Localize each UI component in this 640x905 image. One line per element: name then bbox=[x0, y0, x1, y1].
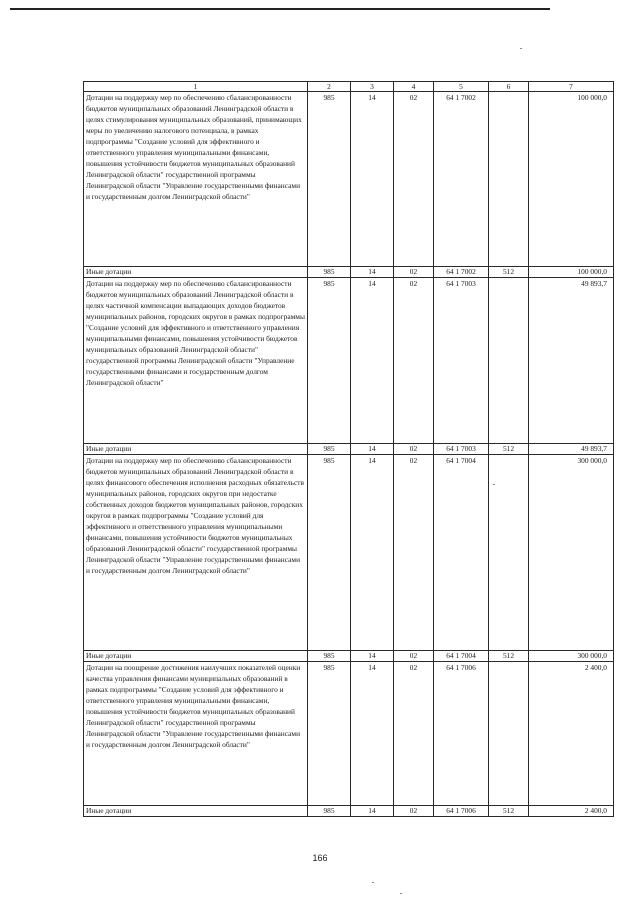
row-section-code: 14 bbox=[351, 455, 394, 651]
row-description: Иные дотации bbox=[84, 267, 308, 278]
row-amount: 49 893,7 bbox=[529, 444, 614, 455]
row-amount: 300 000,0 bbox=[529, 651, 614, 662]
row-amount: 2 400,0 bbox=[529, 806, 614, 817]
top-border-line bbox=[10, 8, 550, 10]
row-target-code: 64 1 7004 bbox=[434, 651, 489, 662]
row-target-code: 64 1 7003 bbox=[434, 444, 489, 455]
scan-speck bbox=[400, 893, 402, 894]
row-target-code: 64 1 7002 bbox=[434, 267, 489, 278]
table-row bbox=[84, 444, 614, 455]
header-col-7: 7 bbox=[529, 82, 614, 92]
table-row bbox=[84, 278, 614, 444]
scan-speck bbox=[493, 484, 495, 485]
row-target-code: 64 1 7006 bbox=[434, 806, 489, 817]
table-header-row bbox=[84, 82, 614, 92]
row-subsection-code: 02 bbox=[394, 278, 434, 444]
row-target-code: 64 1 7004 bbox=[434, 455, 489, 651]
row-description: Дотации на поощрение достижения наилучших показателей оценки качества управления финансами муниципальных образований в рамках подпрограммы "Создание условий для эффективного и ответственного управления муниципальными финансами, повышения устойчивости бюджетов муниципальных образований Ленинградской области" государственной программы Ленинградской области "Управление государственными финансами и государственным долгом Ленинградской области" bbox=[84, 662, 308, 806]
row-description: Дотации на поддержку мер по обеспечению сбалансированности бюджетов муниципальных образований Ленинградской области в целях финансового обеспечения исполнения расходных обязательств муниципальных районов, городских округов при недостатке собственных доходов бюджетов муниципальных районов, городских округов в рамках подпрограммы "Создание условий для эффективного и ответственного управления муниципальными финансами, повышения устойчивости бюджетов муниципальных образований Ленинградской области" государственной программы Ленинградской области "Управление государственными финансами и государственным долгом Ленинградской области" bbox=[84, 455, 308, 651]
row-section-code: 14 bbox=[351, 806, 394, 817]
row-ministry-code: 985 bbox=[308, 662, 351, 806]
row-description: Иные дотации bbox=[84, 806, 308, 817]
row-amount: 300 000,0 bbox=[529, 455, 614, 651]
row-subsection-code: 02 bbox=[394, 662, 434, 806]
header-col-3: 3 bbox=[351, 82, 394, 92]
row-section-code: 14 bbox=[351, 92, 394, 267]
row-expense-type: 512 bbox=[489, 444, 529, 455]
row-section-code: 14 bbox=[351, 662, 394, 806]
row-amount: 49 893,7 bbox=[529, 278, 614, 444]
row-section-code: 14 bbox=[351, 444, 394, 455]
row-subsection-code: 02 bbox=[394, 92, 434, 267]
table-row bbox=[84, 651, 614, 662]
row-ministry-code: 985 bbox=[308, 444, 351, 455]
row-expense-type: 512 bbox=[489, 267, 529, 278]
row-section-code: 14 bbox=[351, 651, 394, 662]
budget-table bbox=[83, 81, 614, 817]
table-row bbox=[84, 662, 614, 806]
row-amount: 2 400,0 bbox=[529, 662, 614, 806]
row-ministry-code: 985 bbox=[308, 806, 351, 817]
row-target-code: 64 1 7003 bbox=[434, 278, 489, 444]
row-target-code: 64 1 7006 bbox=[434, 662, 489, 806]
row-description: Иные дотации bbox=[84, 444, 308, 455]
header-col-4: 4 bbox=[394, 82, 434, 92]
table-row bbox=[84, 267, 614, 278]
row-ministry-code: 985 bbox=[308, 267, 351, 278]
row-section-code: 14 bbox=[351, 278, 394, 444]
row-expense-type bbox=[489, 278, 529, 444]
row-subsection-code: 02 bbox=[394, 651, 434, 662]
budget-table-page bbox=[83, 81, 613, 817]
row-description: Иные дотации bbox=[84, 651, 308, 662]
row-subsection-code: 02 bbox=[394, 455, 434, 651]
table-row bbox=[84, 92, 614, 267]
row-subsection-code: 02 bbox=[394, 444, 434, 455]
row-amount: 100 000,0 bbox=[529, 267, 614, 278]
row-expense-type bbox=[489, 662, 529, 806]
row-expense-type: 512 bbox=[489, 651, 529, 662]
row-ministry-code: 985 bbox=[308, 278, 351, 444]
row-expense-type bbox=[489, 92, 529, 267]
row-subsection-code: 02 bbox=[394, 806, 434, 817]
row-target-code: 64 1 7002 bbox=[434, 92, 489, 267]
table-row bbox=[84, 806, 614, 817]
row-expense-type: 512 bbox=[489, 806, 529, 817]
header-col-5: 5 bbox=[434, 82, 489, 92]
row-ministry-code: 985 bbox=[308, 455, 351, 651]
row-ministry-code: 985 bbox=[308, 92, 351, 267]
table-row bbox=[84, 455, 614, 651]
row-section-code: 14 bbox=[351, 267, 394, 278]
page-number: 166 bbox=[312, 853, 328, 863]
header-col-6: 6 bbox=[489, 82, 529, 92]
row-subsection-code: 02 bbox=[394, 267, 434, 278]
row-ministry-code: 985 bbox=[308, 651, 351, 662]
scan-speck bbox=[372, 882, 374, 883]
header-col-1: 1 bbox=[84, 82, 308, 92]
header-col-2: 2 bbox=[308, 82, 351, 92]
scan-speck bbox=[520, 48, 522, 49]
row-description: Дотации на поддержку мер по обеспечению сбалансированности бюджетов муниципальных образований Ленинградской области в целях стимулирования муниципальных образований, принимающих меры по увеличению налогового потенциала, в рамках подпрограммы "Создание условий для эффективного и ответственного управления муниципальными финансами, повышения устойчивости бюджетов муниципальных образований Ленинградской области" государственной программы Ленинградской области "Управление государственными финансами и государственным долгом Ленинградской области" bbox=[84, 92, 308, 267]
row-amount: 100 000,0 bbox=[529, 92, 614, 267]
row-description: Дотации на поддержку мер по обеспечению сбалансированности бюджетов муниципальных образований Ленинградской области в целях частичной компенсации выпадающих доходов бюджетов муниципальных районов, городских округов в рамках подпрограммы "Создание условий для эффективного и ответственного управления муниципальными финансами, повышения устойчивости бюджетов муниципальных образований Ленинградской области" государственной программы Ленинградской области "Управление государственными финансами и государственным долгом Ленинградской области" bbox=[84, 278, 308, 444]
